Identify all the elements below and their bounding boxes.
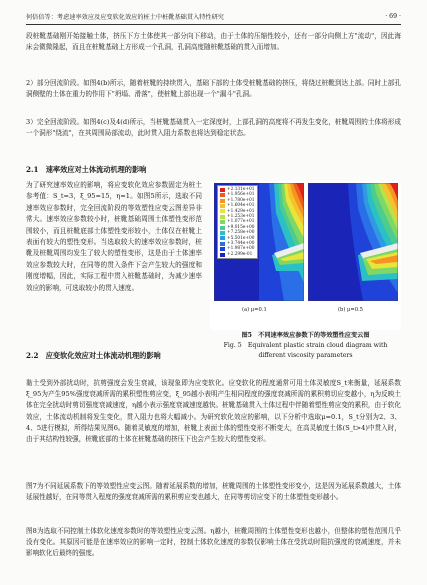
subfigure-label-b: (b) μ=0.5 (338, 307, 363, 313)
legend-value: +1.604e+01 (227, 203, 255, 209)
legend-swatch (220, 226, 225, 230)
legend-swatch (220, 253, 225, 257)
contour-legend (217, 185, 258, 259)
legend-swatch (220, 209, 225, 213)
paragraph-softening-rate: 图8为选取不同控制土体软化速度参数时的等效塑性应变云图。η越小，桩靴周围的土体塑性变形也越小，但整体的塑性范围几乎没有变化。其原因可能是在速率效应的影响一定时，控制土体软化速度的参数仅影响土体在受扰动时阻抗强度的衰减速度，并未影响软化后最终的强度。 (26, 527, 401, 558)
legend-value: +1.956e+01 (227, 192, 255, 198)
legend-swatch (220, 199, 225, 203)
legend-value: +3.744e+00 (227, 241, 255, 247)
legend-value: +1.253e+01 (227, 214, 255, 220)
legend-value: +1.780e+01 (227, 197, 255, 203)
section-heading-2-1: 2.1 速率效应对土体流动机理的影响 (26, 165, 147, 174)
legend-swatch (220, 247, 225, 251)
legend-swatch (220, 220, 225, 224)
legend-swatch (220, 188, 225, 192)
running-title: 何倍倍等：考虑速率效应及应变软化效应的桩土中桩靴基础贯入特性研究 (26, 13, 224, 21)
header-rule (26, 24, 401, 25)
legend-value: +7.258e+00 (227, 230, 255, 236)
legend-value: +1.987e+00 (227, 246, 255, 252)
subfigure-label-a: (a) μ=0.1 (242, 307, 267, 313)
contour-plot-b (308, 183, 398, 301)
paragraph-ductility: 图7为不同延展系数下的等效塑性应变云图。随着延展系数的增加，桩靴周围的土体塑性变形变小，这是因为延展系数越大，土体延展性越好，在同等贯入程度的强度衰减所需的累积剪应变也越大，在同等剪切应变下的土体塑性变形越小。 (26, 482, 401, 502)
legend-swatch (220, 204, 225, 208)
section-heading-2-2: 2.2 应变软化效应对土体流动机理的影响 (26, 351, 161, 360)
paragraph-stage-2: 2）部分回流阶段。如图4(b)所示，随着桩靴的持续贯入，基础下部的土体受桩靴基础的挤压，将绕过桩靴到达上部。同时上部孔洞侧壁的土体在重力的作用下"坍塌、滑落"，使桩靴上部出现一个"漏斗"孔洞。 (26, 79, 401, 99)
legend-value: +1.077e+01 (227, 219, 255, 225)
figure-5 (210, 181, 401, 330)
legend-swatch (220, 193, 225, 197)
legend-value: +2.131e+01 (227, 187, 255, 192)
paragraph-softening: 黏土受到外部扰动时，抗剪强度会发生衰减，该现象即为应变软化。应变软化的程度通常可用土体灵敏度S_t来衡量，延展系数ξ_95为产生95%强度衰减所需的累积塑性剪应变，ξ_95越小表明产生相同程度的强度衰减所需的累积剪切应变越小，η为反映土体在完全扰动时剪切强度衰减速度，η越小表示强度衰减速度越快。桩靴基础贯入土体过程中伴随着塑性剪应变的累积，由于软化效应，土体流动机制将发生变化，贯入阻力也将大幅减小。为研究软化效应的影响，以下分析中选取μ=0.1，S_t分别为2、3、4、5进行模拟，所得结果见图6。随着灵敏度的增加，桩靴上表面土体的塑性变形不断变大，在高灵敏度土体(S_t>4)中贯入时，由于其结构性较强，桩靴底部的土体在桩靴基础的挤压下也会产生较大的塑性变形。 (26, 379, 401, 444)
legend-value: +2.299e-01 (227, 251, 253, 257)
contour-panel-a (214, 183, 304, 301)
legend-value: +9.015e+00 (227, 224, 255, 230)
paragraph-rate-effect: 为了研究速率效应的影响，将应变软化效应参数固定为桩土参考值：S_t=3，ξ_95=15，η=1。如图5所示，选取不同速率效应参数时，完全回流阶段的等效塑性应变云图差异非常大。速率效应参数较小时，桩靴基础周围土体塑性变形范围较小，而且桩靴底部土体塑性变形较小，土体仅在桩靴上表面有较大的塑性变形。当选取较大的速率效应参数时，桩靴及桩靴周围均发生了较大的塑性变形，这是由于土体速率效应参数较大时，在同等的贯入条件下会产生较大的强度和刚度增幅，因此，实际工程中贯入桩靴基础时，为减少速率效应的影响，可选取较小的贯入速度。 (26, 181, 202, 292)
legend-swatch (220, 215, 225, 219)
figure-caption-en-1: Fig. 5 Equivalent plastic strain cloud diagram with (223, 342, 388, 349)
legend-value: +5.501e+00 (227, 235, 255, 241)
figure-caption-cn: 图5 不同速率效应参数下的等效塑性应变云图 (241, 332, 370, 339)
paragraph-stage-3: 3）完全回流阶段。如图4(c)及4(d)所示，当桩靴基础贯入一定深度时，上部孔洞的高度将不再发生变化，桩靴周围的土体将形成一个洞形"绕流"，在其周围局部流动，此时贯入阻力系数也将达到稳定状态。 (26, 118, 401, 138)
legend-row (220, 252, 255, 257)
contour-panel-b (308, 183, 398, 301)
legend-swatch (220, 231, 225, 235)
figure-caption-en-2: different viscosity parameters (258, 352, 353, 359)
page-number: · 69 · (385, 12, 401, 20)
legend-value: +1.429e+01 (227, 208, 255, 214)
legend-swatch (220, 242, 225, 246)
paragraph-stage-1: 段桩靴基础刚开始接触土体，挤压下方土体使其一部分向下移动，由于土体的压缩性较小，还有一部分向侧上方"流动"，因此海床会微微隆起，而且在桩靴基础上方形成一个孔洞，孔洞高度随桩靴基础的贯入而增加。 (26, 32, 401, 52)
legend-swatch (220, 236, 225, 240)
